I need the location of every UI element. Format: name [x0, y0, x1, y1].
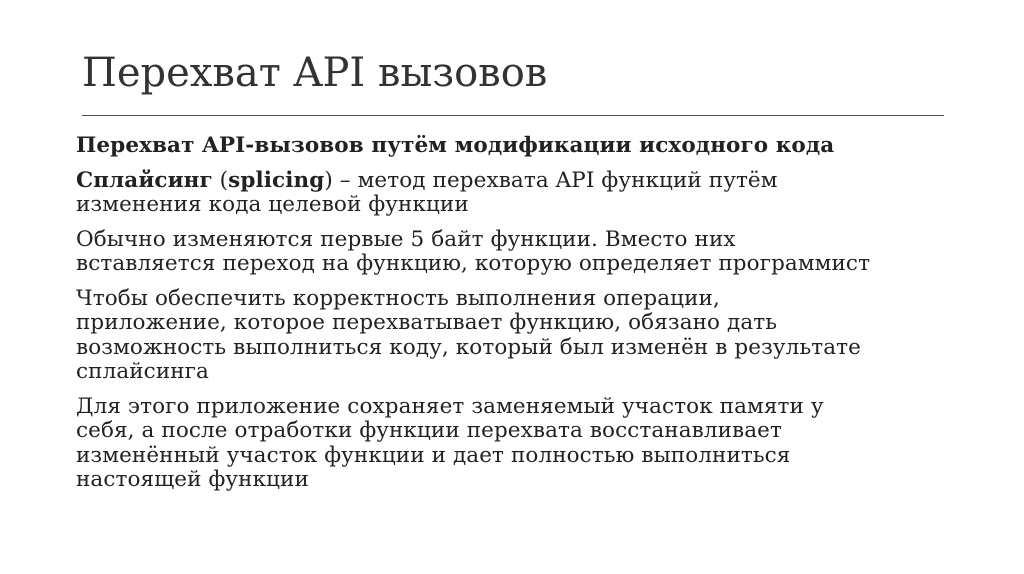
heading-paragraph [76, 134, 966, 159]
paragraph-line: изменённый участок функции и дает полностью выполниться [76, 442, 791, 468]
paragraph-line: возможность выполниться коду, который был изменён в результате [76, 334, 861, 360]
splicing-definition: ) – метод перехвата API функций путём [324, 167, 778, 193]
paragraph-line: себя, а после отработки функции перехвата восстанавливает [76, 418, 782, 443]
splicing-line-2: изменения кода целевой функции [76, 192, 469, 217]
slide-body [76, 134, 966, 503]
paragraph-restore [76, 395, 966, 493]
splicing-term-en: splicing [228, 167, 325, 193]
paragraph-line: вставляется переход на функцию, которую определяет программист [76, 251, 871, 276]
paragraph-line: настоящей функции [76, 467, 309, 492]
heading-text: Перехват API-вызовов путём модификации исходного кода [76, 133, 835, 158]
title-divider [82, 115, 944, 116]
paragraph-line: Для этого приложение сохраняет заменяемый участок памяти у [76, 393, 824, 419]
paragraph-line: Чтобы обеспечить корректность выполнения операции, [76, 285, 720, 311]
splicing-open-paren: ( [212, 167, 229, 193]
paragraph-correctness [76, 287, 966, 385]
slide-title: Перехват API вызовов [82, 50, 548, 96]
paragraph-line: сплайсинга [76, 359, 209, 384]
paragraph-line: приложение, которое перехватывает функцию, обязано дать [76, 310, 778, 335]
paragraph-first-bytes [76, 228, 966, 277]
paragraph-line: Обычно изменяются первые 5 байт функции. Вместо них [76, 226, 736, 252]
splicing-line-1 [76, 169, 966, 194]
splicing-term: Сплайсинг [76, 167, 213, 193]
splicing-paragraph [76, 169, 966, 218]
